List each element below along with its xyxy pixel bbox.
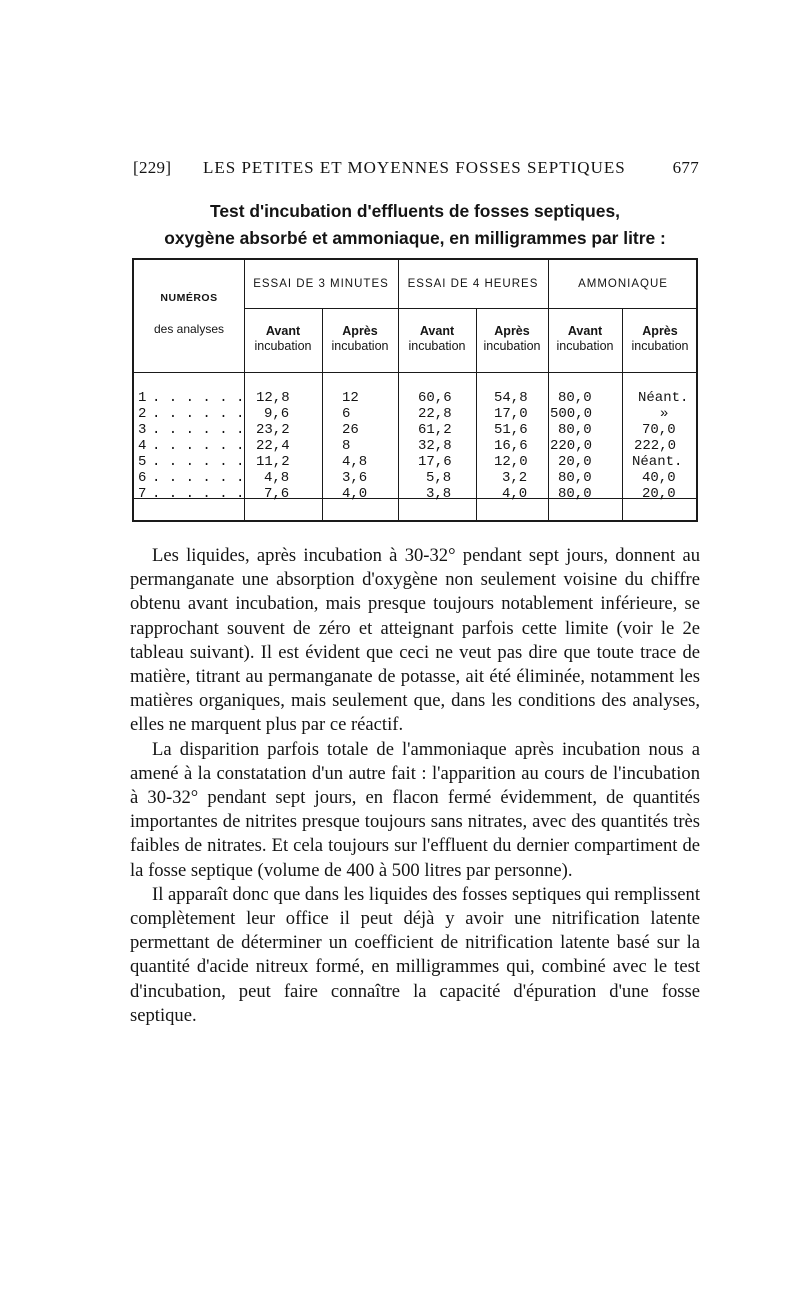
value-cell: 8 xyxy=(342,438,351,454)
paragraph: La disparition parfois totale de l'ammoniaque après incubation nous a amené à la constatation d'un autre fait : l'apparition au cours de l'incubation à 30-32° pendant sept jours, en flacon fermé évidemment, de quantités importantes de nitrites presque toujours sans nitrates, avec des quantités très faibles de nitrates. Et cela toujours sur l'effluent du dernier compartiment de la fosse septique (volume de 400 à 500 litres par personne). xyxy=(130,738,700,881)
value-cell: 51,6 xyxy=(494,422,528,438)
row-number: 7 xyxy=(138,486,147,502)
value-cell: 11,2 xyxy=(256,454,290,470)
subheader-avant-line-2: incubation xyxy=(408,339,466,353)
value-cell: 6 xyxy=(342,406,351,422)
subheader-apres xyxy=(476,324,548,354)
leader-dots: . . . . . . xyxy=(152,390,245,406)
value-cell: Néant. xyxy=(638,390,689,406)
value-cell: 26 xyxy=(342,422,359,438)
table-row xyxy=(134,390,696,406)
value-cell: 17,0 xyxy=(494,406,528,422)
col-header-numeros: NUMÉROS xyxy=(160,292,218,304)
subheader-avant-line-1: Avant xyxy=(419,324,455,338)
value-cell: 500,0 xyxy=(550,406,593,422)
table-row xyxy=(134,422,696,438)
value-cell: 54,8 xyxy=(494,390,528,406)
subheader-apres xyxy=(622,324,698,354)
group-header-3-minutes: ESSAI DE 3 MINUTES xyxy=(253,278,389,290)
table-rule xyxy=(244,308,698,309)
value-cell: 3,8 xyxy=(426,486,452,502)
value-cell: 4,8 xyxy=(264,470,290,486)
value-cell: 23,2 xyxy=(256,422,290,438)
row-number: 3 xyxy=(138,422,147,438)
value-cell: 17,6 xyxy=(418,454,452,470)
value-cell: 12,8 xyxy=(256,390,290,406)
value-cell: 222,0 xyxy=(634,438,677,454)
leader-dots: . . . . . . xyxy=(152,438,245,454)
group-header-ammonia: AMMONIAQUE xyxy=(578,278,668,290)
subheader-apres-line-1: Après xyxy=(642,324,678,338)
value-cell: 40,0 xyxy=(642,470,676,486)
table-row xyxy=(134,454,696,470)
value-cell: 4,8 xyxy=(342,454,368,470)
value-cell: 80,0 xyxy=(558,470,592,486)
value-cell: 12,0 xyxy=(494,454,528,470)
value-cell: 32,8 xyxy=(418,438,452,454)
value-cell: 70,0 xyxy=(642,422,676,438)
leader-dots: . . . . . . xyxy=(152,470,245,486)
value-cell: 3,2 xyxy=(502,470,528,486)
value-cell: 60,6 xyxy=(418,390,452,406)
leader-dots: . . . . . . xyxy=(152,406,245,422)
table-row xyxy=(134,406,696,422)
value-cell: 22,4 xyxy=(256,438,290,454)
leader-dots: . . . . . . xyxy=(152,422,245,438)
value-cell: 220,0 xyxy=(550,438,593,454)
value-cell: 61,2 xyxy=(418,422,452,438)
subheader-apres-line-1: Après xyxy=(342,324,378,338)
group-header-4-hours: ESSAI DE 4 HEURES xyxy=(407,278,539,290)
subheader-avant xyxy=(244,324,322,354)
subheader-avant xyxy=(548,324,622,354)
page-reference: [229] xyxy=(133,158,172,177)
table-row xyxy=(134,438,696,454)
value-cell: 5,8 xyxy=(426,470,452,486)
table-row xyxy=(134,486,696,502)
subheader-avant-line-2: incubation xyxy=(254,339,312,353)
row-number: 2 xyxy=(138,406,147,422)
running-header xyxy=(133,158,699,184)
value-cell: 7,6 xyxy=(264,486,290,502)
value-cell: 12 xyxy=(342,390,359,406)
value-cell: 80,0 xyxy=(558,390,592,406)
value-cell: 3,6 xyxy=(342,470,368,486)
value-cell: Néant. xyxy=(632,454,683,470)
subheader-apres-line-2: incubation xyxy=(331,339,389,353)
body-text xyxy=(130,544,700,1028)
leader-dots: . . . . . . xyxy=(152,454,245,470)
paragraph: Il apparaît donc que dans les liquides des fosses septiques qui remplissent complètement leur office il peut déjà y avoir une nitrification latente permettant de déterminer un coefficient de nitrification latente basé sur la quantité d'acide nitreux formé, en milligrammes qui, combiné avec le test d'incubation, peut faire connaître la capacité d'épuration d'une fosse septique. xyxy=(130,883,700,1026)
subheader-apres xyxy=(322,324,398,354)
value-cell: » xyxy=(660,406,669,422)
incubation-table xyxy=(132,258,698,522)
subheader-apres-line-2: incubation xyxy=(483,339,541,353)
table-title-line-2: oxygène absorbé et ammoniaque, en milligrammes par litre : xyxy=(164,228,666,248)
row-number: 5 xyxy=(138,454,147,470)
row-number: 6 xyxy=(138,470,147,486)
value-cell: 20,0 xyxy=(642,486,676,502)
paragraph: Les liquides, après incubation à 30-32° pendant sept jours, donnent au permanganate une absorption d'oxygène non seulement voisine du chiffre obtenu avant incubation, mais presque toujours notablement inférieure, se rapprochant souvent de zéro et atteignant parfois cette limite (voir le 2e tableau suivant). Il est évident que ceci ne veut pas dire que toute trace de matière, titrant au permanganate de potasse, ait été éliminée, notamment les matières organiques, mais seulement que, dans les conditions des analyses, elles ne marquent plus par ce réactif. xyxy=(130,545,700,736)
value-cell: 9,6 xyxy=(264,406,290,422)
subheader-avant-line-2: incubation xyxy=(556,339,614,353)
value-cell: 4,0 xyxy=(502,486,528,502)
value-cell: 16,6 xyxy=(494,438,528,454)
value-cell: 4,0 xyxy=(342,486,368,502)
row-number: 4 xyxy=(138,438,147,454)
subheader-avant-line-1: Avant xyxy=(567,324,603,338)
leader-dots: . . . . . . xyxy=(152,486,245,502)
subheader-avant xyxy=(398,324,476,354)
table-title-line-1: Test d'incubation d'effluents de fosses septiques, xyxy=(210,201,620,221)
subheader-apres-line-2: incubation xyxy=(631,339,689,353)
table-row xyxy=(134,470,696,486)
table-rule xyxy=(134,372,698,373)
row-number: 1 xyxy=(138,390,147,406)
subheader-avant-line-1: Avant xyxy=(265,324,301,338)
running-title: LES PETITES ET MOYENNES FOSSES SEPTIQUES xyxy=(203,158,626,177)
col-header-analyses: des analyses xyxy=(153,322,225,336)
table-title xyxy=(128,198,702,252)
value-cell: 80,0 xyxy=(558,422,592,438)
value-cell: 22,8 xyxy=(418,406,452,422)
value-cell: 80,0 xyxy=(558,486,592,502)
page-number: 677 xyxy=(672,158,699,177)
value-cell: 20,0 xyxy=(558,454,592,470)
subheader-apres-line-1: Après xyxy=(494,324,530,338)
